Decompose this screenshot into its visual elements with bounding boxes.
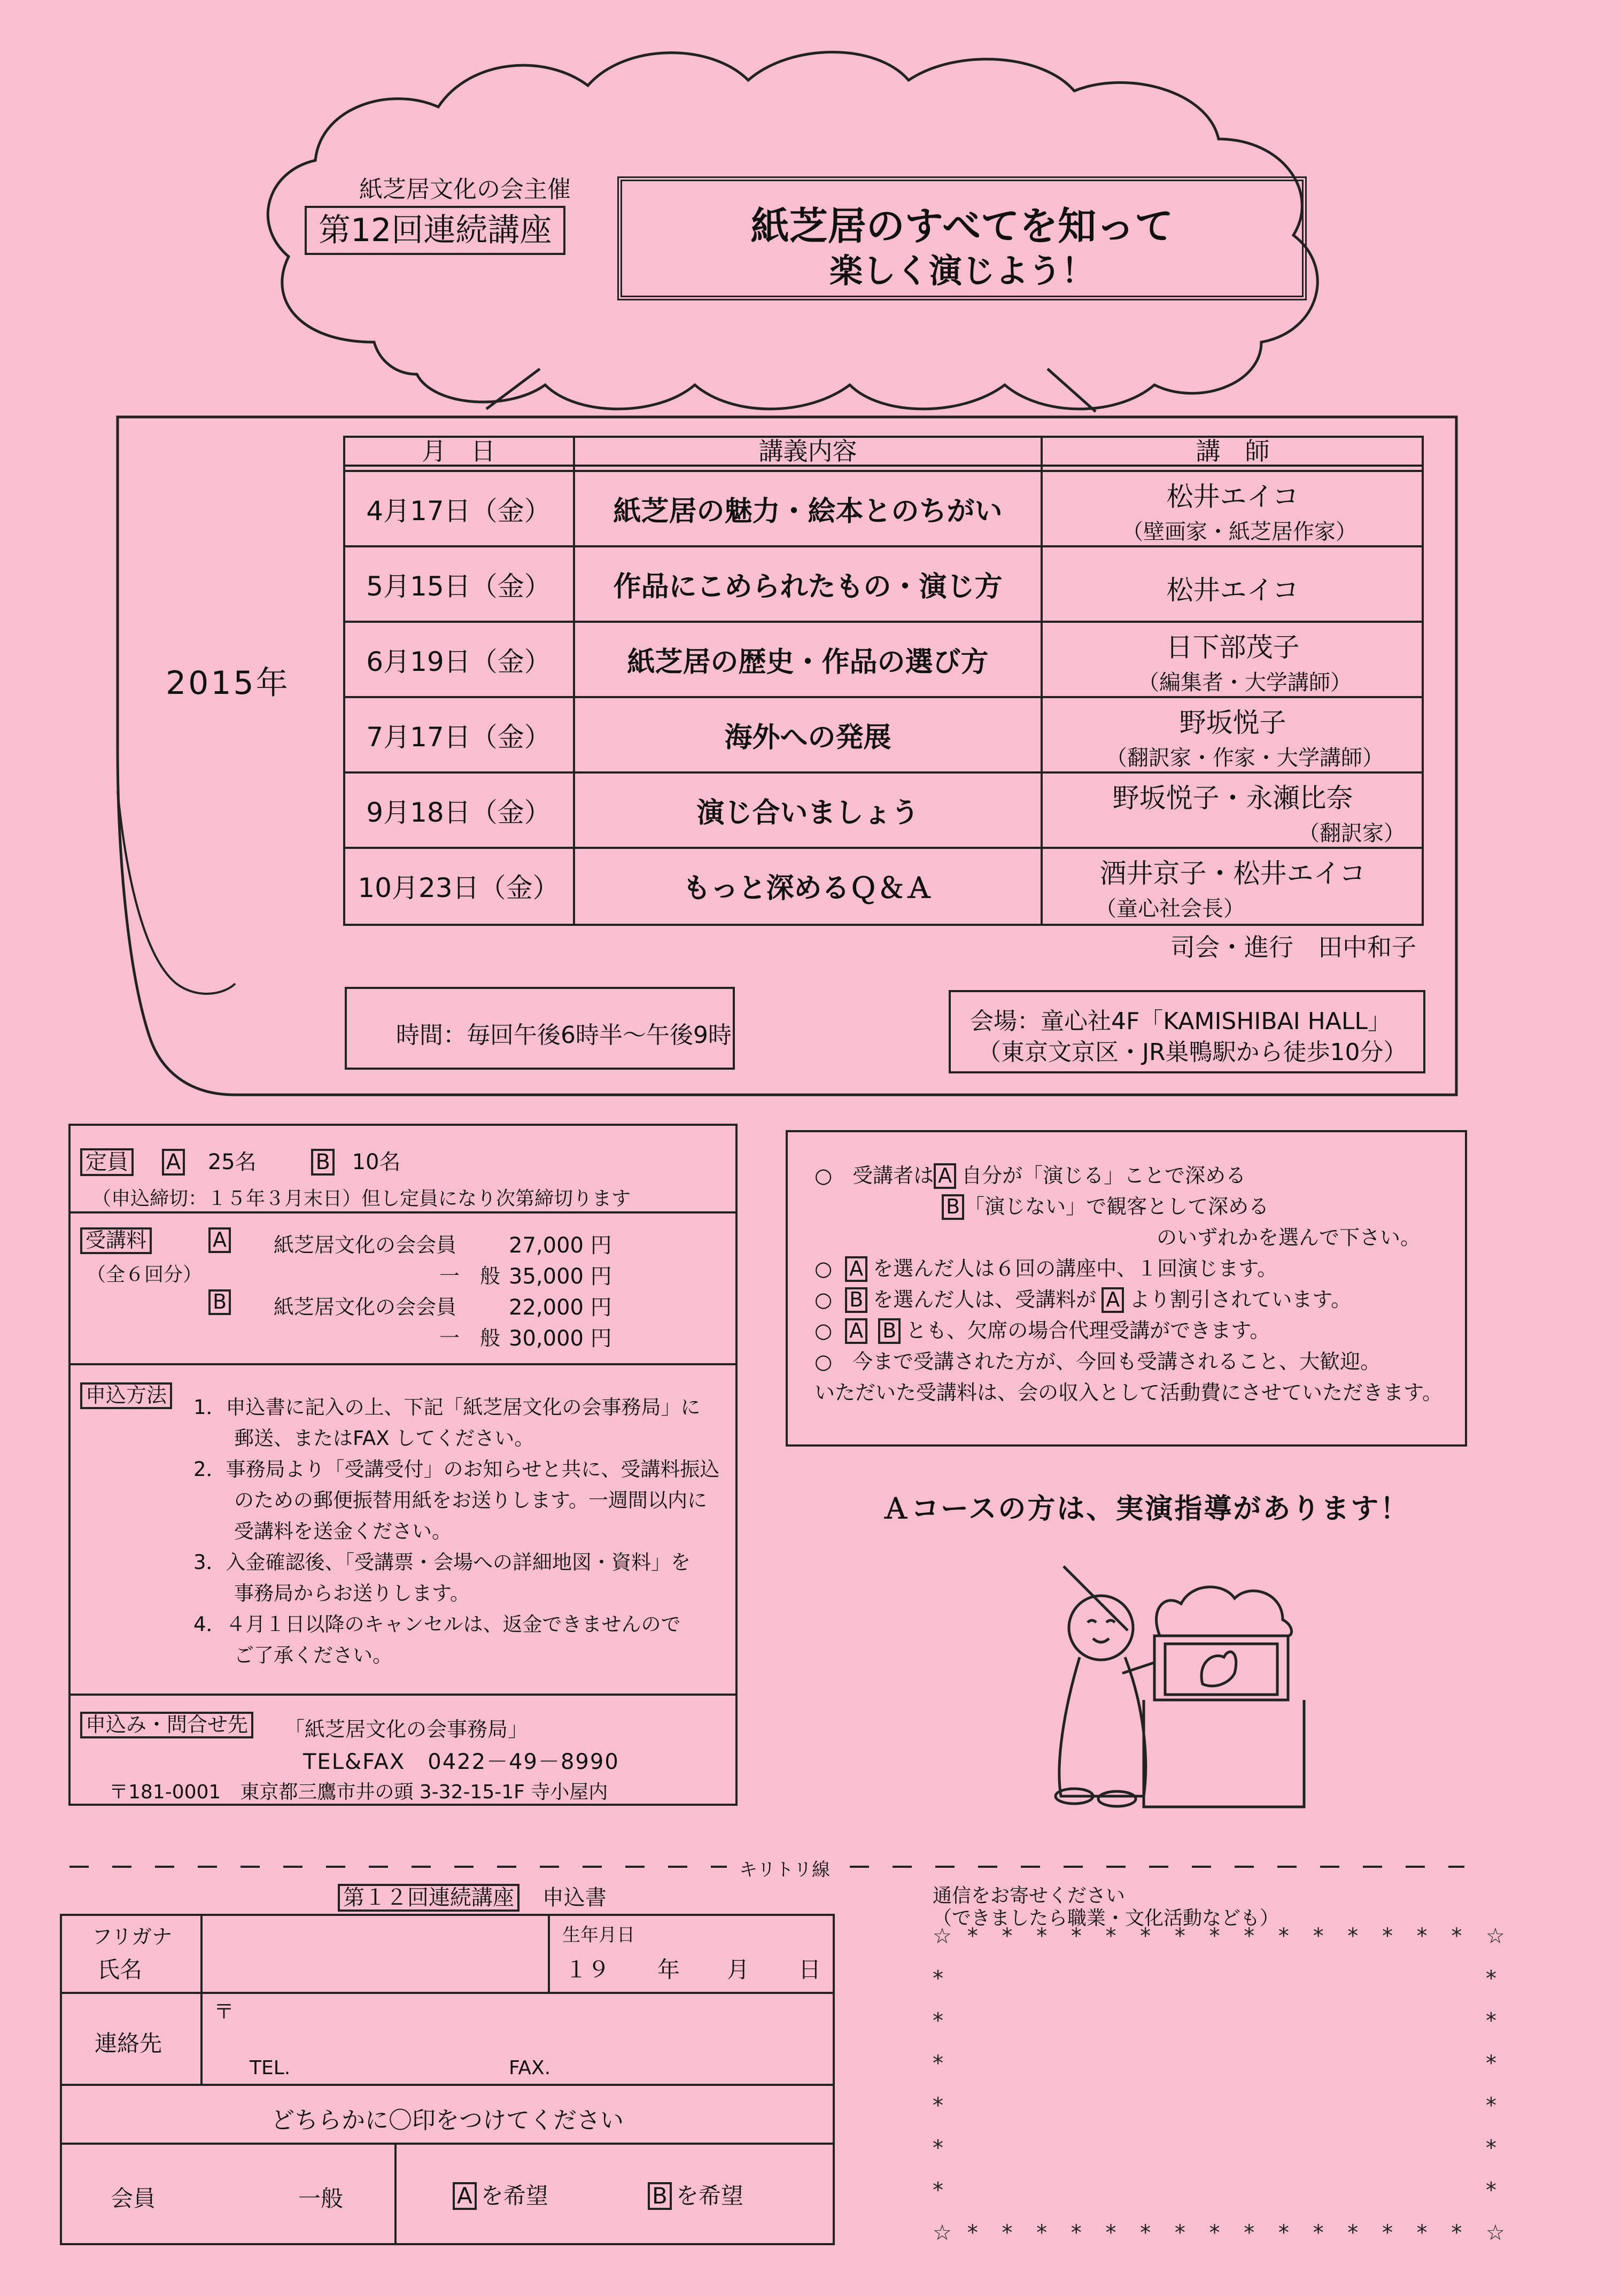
note-text: のいずれかを選んで下さい。: [1157, 1226, 1421, 1249]
star-mark: *: [1071, 1924, 1082, 1949]
star-mark: *: [933, 2136, 943, 2161]
col-header-date: 月 日: [422, 437, 495, 466]
note-text: ○ 受講者は: [815, 1164, 934, 1187]
method-line: 事務局からお送りします。: [234, 1582, 470, 1605]
lecturer-role: （翻訳家）: [1298, 821, 1405, 846]
series-label-text: 第12回連続講座: [319, 212, 552, 249]
row-topic: 紙芝居の魅力・絵本とのちがい: [613, 496, 1003, 528]
row-topic: もっと深めるＱ＆Ａ: [682, 872, 933, 905]
star-mark: *: [1382, 1924, 1393, 1949]
star-mark: *: [1313, 2221, 1324, 2245]
star-mark: *: [1209, 2221, 1220, 2245]
row-date: 6月19日（金）: [366, 646, 551, 677]
method-line: 郵送、またはFAX してください。: [234, 1427, 534, 1450]
divider: [71, 1211, 735, 1213]
lecturer-name: 酒井京子・松井エイコ: [1099, 858, 1366, 889]
star-mark: *: [1486, 2093, 1496, 2119]
choose-b-option[interactable]: [648, 2178, 743, 2210]
note-text: を選んだ人は６回の講座中、１回演じます。: [873, 1257, 1278, 1280]
star-mark: *: [967, 1924, 978, 1949]
contact-label-form: 連絡先: [95, 2030, 162, 2057]
note-text: いただいた受講料は、会の収入として活動費にさせていただきます。: [815, 1381, 1442, 1404]
contact-office: 「紙芝居文化の会事務局」: [284, 1718, 529, 1741]
fee-type: 一 般: [439, 1326, 501, 1350]
choose-a-option[interactable]: [453, 2178, 548, 2210]
star-mark: *: [1278, 1924, 1289, 1949]
general-option[interactable]: 一般: [298, 2185, 344, 2212]
birth-year: 年: [657, 1957, 680, 1983]
star-mark: *: [1486, 2178, 1496, 2203]
row-topic: 海外への発展: [724, 722, 891, 754]
row-date: 4月17日（金）: [366, 495, 551, 527]
name-label: 氏名: [97, 1957, 143, 1983]
course-b-mark: B: [878, 1318, 901, 1344]
divider: [71, 1363, 735, 1365]
table-row: [343, 772, 1424, 848]
title-box: [617, 176, 1307, 300]
title-line1: 紙芝居のすべてを知って: [750, 204, 1174, 249]
star-mark: *: [1140, 2221, 1151, 2245]
star-mark: *: [1416, 1924, 1428, 1949]
venue-line2: （東京文京区・JR巣鴨駅から徒歩10分）: [978, 1039, 1407, 1066]
table-row: [343, 471, 1424, 546]
bullet: ○: [815, 1288, 833, 1311]
year-label: 2015年: [166, 664, 290, 702]
row-lecturer: [1042, 471, 1424, 546]
venue-line1: 会場：童心社4F「KAMISHIBAI HALL」: [970, 1008, 1391, 1035]
course-a-mark: A: [162, 1149, 185, 1176]
star-mark: *: [1486, 1966, 1496, 1991]
note-text: より割引されています。: [1129, 1288, 1352, 1311]
lecturer-role: （編集者・大学講師）: [1138, 670, 1352, 695]
row-lecturer: [1042, 546, 1424, 622]
row-date: 10月23日（金）: [358, 872, 560, 903]
star-mark: *: [933, 2051, 943, 2076]
row-date: 5月15日（金）: [366, 570, 551, 602]
choose-b-text: を希望: [676, 2183, 743, 2209]
fee-amount: 27,000 円: [509, 1233, 612, 1258]
star-mark: *: [1002, 1924, 1013, 1949]
fax-label: FAX.: [509, 2057, 551, 2079]
fee-amount: 22,000 円: [509, 1295, 612, 1320]
star-mark: *: [1105, 2221, 1116, 2245]
birth-month: 月: [727, 1957, 750, 1983]
cutline-label: キリトリ線: [735, 1855, 834, 1881]
schedule-table: [343, 436, 1424, 926]
title-line2: 楽しく演じよう！: [829, 251, 1095, 290]
info-box: [68, 1124, 738, 1806]
star-mark: *: [1382, 2221, 1393, 2245]
fee-amount: 35,000 円: [509, 1264, 612, 1289]
course-b-mark: B: [311, 1149, 334, 1176]
lecturer-name: 野坂悦子: [1179, 707, 1286, 738]
method-label: 申込方法: [80, 1382, 172, 1409]
fee-amount: 30,000 円: [509, 1326, 612, 1351]
lecturer-role: （壁画家・紙芝居作家）: [1122, 520, 1357, 544]
table-row: [343, 622, 1424, 697]
course-a-mark: A: [453, 2182, 477, 2210]
method-line: 2．事務局より「受講受付」のお知らせと共に、受講料振込: [193, 1458, 720, 1481]
fee-type: 一 般: [439, 1264, 501, 1288]
divider: [71, 1694, 735, 1696]
contact-label: 申込み・問合せ先: [80, 1712, 253, 1738]
application-form: [60, 1914, 835, 2245]
organizer-text: 紙芝居文化の会主催: [359, 176, 571, 203]
star-mark: *: [1278, 2221, 1289, 2245]
method-line: のための郵便振替用紙をお送りします。一週間以内に: [234, 1489, 708, 1512]
star-mark: ☆: [933, 2221, 952, 2245]
circle-instruction: どちらかに〇印をつけてください: [271, 2107, 624, 2134]
star-mark: *: [1071, 2221, 1082, 2245]
moderator-text: 司会・進行 田中和子: [1170, 933, 1416, 962]
row-topic: 演じ合いましょう: [696, 797, 919, 829]
note-text: 「演じない」で観客として深める: [964, 1195, 1269, 1218]
col-header-topic: 講義内容: [758, 437, 857, 466]
fee-sessions: （全６回分）: [87, 1264, 203, 1286]
lecturer-role: （童心社会長）: [1095, 896, 1245, 921]
method-line: 4．４月１日以降のキャンセルは、返金できませんので: [193, 1613, 681, 1636]
contact-tel: TEL&FAX 0422－49－8990: [303, 1750, 619, 1774]
row-lecturer: [1042, 697, 1424, 772]
star-mark: *: [1416, 2221, 1428, 2245]
a-course-note: Ａコースの方は、実演指導があります！: [882, 1493, 1410, 1525]
tel-label: TEL.: [250, 2057, 291, 2079]
course-b-mark: B: [845, 1287, 867, 1313]
table-row: [343, 848, 1424, 923]
course-a-mark: A: [845, 1318, 867, 1344]
col-header-lecturer: 講 師: [1196, 437, 1270, 466]
star-mark: *: [1174, 2221, 1185, 2245]
star-mark: *: [933, 2093, 943, 2119]
course-a-mark: A: [1102, 1287, 1124, 1313]
row-topic: 作品にこめられたもの・演じ方: [613, 571, 1003, 603]
star-mark: ☆: [933, 1924, 952, 1949]
row-date: 7月17日（金）: [366, 721, 551, 753]
row-lecturer: [1042, 622, 1424, 697]
table-row: [343, 697, 1424, 772]
capacity-label: 定員: [80, 1148, 134, 1176]
star-mark: *: [933, 1966, 943, 1991]
lecturer-name: 野坂悦子・永瀬比奈: [1112, 783, 1353, 814]
time-box: [345, 987, 735, 1070]
method-line: 1．申込書に記入の上、下記「紙芝居文化の会事務局」に: [193, 1396, 701, 1419]
message-line1: 通信をお寄せください: [933, 1885, 1126, 1907]
fee-type: 紙芝居文化の会会員: [274, 1295, 457, 1319]
postal-mark: 〒: [214, 2000, 235, 2023]
notes-box: [786, 1130, 1467, 1447]
form-title: [338, 1881, 607, 1912]
star-mark: *: [1347, 2221, 1359, 2245]
time-text: 時間：毎回午後6時半～午後9時: [396, 1022, 732, 1049]
star-mark: *: [1140, 1924, 1151, 1949]
star-mark: *: [1209, 1924, 1220, 1949]
course-a-mark: A: [934, 1163, 956, 1189]
lecturer-name: 日下部茂子: [1166, 632, 1300, 663]
bullet: ○: [815, 1257, 833, 1280]
lecturer-role: （翻訳家・作家・大学講師）: [1106, 746, 1384, 770]
member-option[interactable]: 会員: [111, 2185, 156, 2212]
kamishibai-illustration: [1056, 1566, 1304, 1807]
form-series-label: 第１２回連続講座: [338, 1884, 519, 1912]
star-mark: *: [1036, 1924, 1048, 1949]
bullet: ○: [815, 1319, 833, 1342]
birth-day: 日: [798, 1957, 821, 1983]
fee-type: 紙芝居文化の会会員: [274, 1233, 457, 1257]
capacity-a: 25名: [207, 1150, 257, 1174]
star-mark: *: [933, 2008, 943, 2034]
contact-address: 〒181-0001 東京都三鷹市井の頭 3-32-15-1F 寺小屋内: [109, 1781, 608, 1803]
star-mark: *: [1105, 1924, 1116, 1949]
row-lecturer: [1042, 772, 1424, 848]
deadline-text: （申込締切：１５年３月末日）但し定員になり次第締切ります: [92, 1188, 631, 1210]
lecturer-name: 松井エイコ: [1166, 481, 1299, 512]
form-title-text: 申込書: [542, 1885, 607, 1910]
course-a-mark: A: [845, 1256, 867, 1282]
star-mark: *: [1244, 1924, 1255, 1949]
star-mark: *: [1486, 2136, 1496, 2161]
capacity-b: 10名: [352, 1150, 401, 1174]
lecturer-name: 松井エイコ: [1166, 575, 1299, 606]
fee-label: 受講料: [80, 1227, 152, 1254]
furigana-label: フリガナ: [92, 1925, 173, 1949]
star-mark: *: [1347, 1924, 1359, 1949]
star-mark: ☆: [1486, 1924, 1505, 1949]
message-line2: （できましたら職業・文化活動なども）: [933, 1907, 1279, 1929]
note-text: を選んだ人は、受講料が: [873, 1288, 1097, 1311]
row-date: 9月18日（金）: [366, 797, 551, 828]
name-field[interactable]: [204, 1917, 546, 1992]
star-mark: *: [1313, 1924, 1324, 1949]
star-mark: *: [967, 2221, 978, 2245]
star-mark: *: [1451, 1924, 1462, 1949]
course-b-mark: B: [942, 1194, 964, 1220]
birth-year-prefix: １９: [565, 1957, 610, 1983]
star-mark: *: [1174, 1924, 1185, 1949]
method-line: 3．入金確認後、「受講票・会場への詳細地図・資料」を: [193, 1551, 691, 1574]
note-text: とも、欠席の場合代理受講ができます。: [906, 1319, 1270, 1342]
fee-course-b: B: [208, 1289, 231, 1315]
choose-a-text: を希望: [480, 2183, 548, 2209]
note-text: ○ 今まで受講された方が、今回も受講されること、大歓迎。: [815, 1350, 1381, 1373]
star-mark: *: [1451, 2221, 1462, 2245]
note-text: 自分が「演じる」ことで深める: [961, 1164, 1246, 1187]
method-line: 受講料を送金ください。: [234, 1520, 452, 1543]
star-mark: *: [1486, 2051, 1496, 2076]
fee-course-a: A: [208, 1227, 231, 1253]
address-field[interactable]: [204, 1995, 829, 2048]
birth-label: 生年月日: [562, 1924, 635, 1946]
course-b-mark: B: [648, 2182, 672, 2210]
table-row: [343, 546, 1424, 622]
series-label: [305, 206, 565, 255]
row-topic: 紙芝居の歴史・作品の選び方: [627, 646, 989, 678]
star-mark: *: [1036, 2221, 1048, 2245]
row-lecturer: [1042, 848, 1424, 923]
venue-box: [949, 990, 1425, 1073]
star-mark: *: [1486, 2008, 1496, 2034]
method-line: ご了承ください。: [234, 1644, 392, 1667]
star-mark: *: [933, 2178, 943, 2203]
star-mark: *: [1244, 2221, 1255, 2245]
star-mark: *: [1002, 2221, 1013, 2245]
message-field[interactable]: [946, 1951, 1475, 2218]
star-mark: ☆: [1486, 2221, 1505, 2245]
